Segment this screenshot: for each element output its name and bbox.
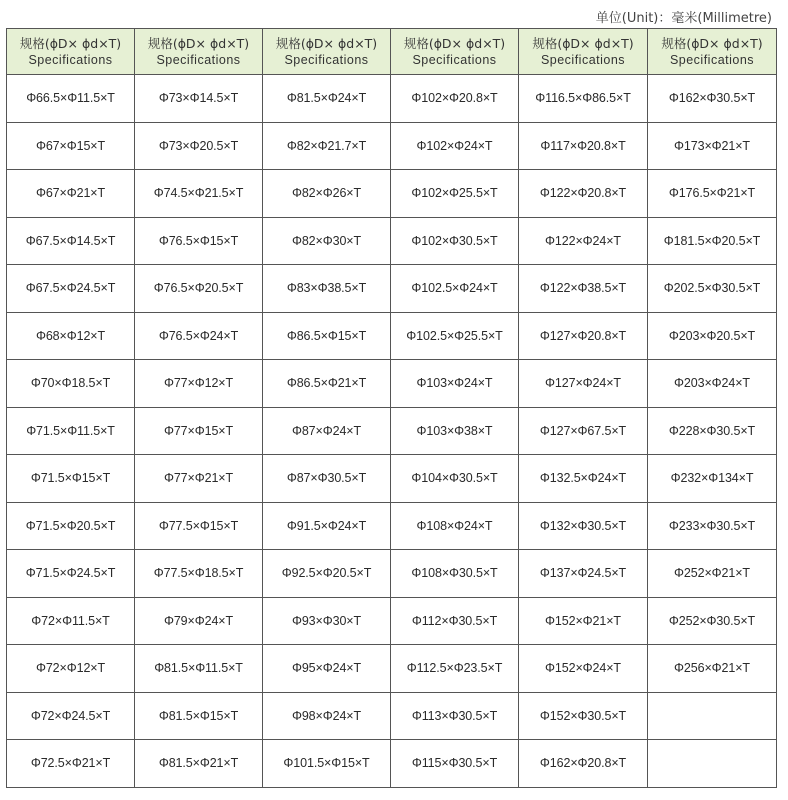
spec-cell: Φ102×Φ24×T: [391, 122, 519, 170]
spec-cell: Φ116.5×Φ86.5×T: [519, 75, 648, 123]
spec-cell: Φ117×Φ20.8×T: [519, 122, 648, 170]
column-header: [263, 29, 391, 75]
column-header: [519, 29, 648, 75]
table-row: [7, 170, 777, 218]
spec-cell: Φ113×Φ30.5×T: [391, 692, 519, 740]
spec-cell: Φ81.5×Φ11.5×T: [135, 645, 263, 693]
spec-cell: Φ101.5×Φ15×T: [263, 740, 391, 788]
spec-cell: Φ137×Φ24.5×T: [519, 550, 648, 598]
spec-cell: Φ82×Φ26×T: [263, 170, 391, 218]
spec-cell: Φ76.5×Φ15×T: [135, 217, 263, 265]
specifications-table: [6, 28, 777, 788]
spec-cell: Φ70×Φ18.5×T: [7, 360, 135, 408]
spec-cell: Φ81.5×Φ21×T: [135, 740, 263, 788]
spec-cell: Φ72×Φ12×T: [7, 645, 135, 693]
spec-cell: Φ108×Φ24×T: [391, 502, 519, 550]
spec-cell: Φ93×Φ30×T: [263, 597, 391, 645]
spec-cell: Φ95×Φ24×T: [263, 645, 391, 693]
header-row: [7, 29, 777, 75]
column-header-en: Specifications: [284, 52, 369, 67]
spec-cell: Φ228×Φ30.5×T: [648, 407, 777, 455]
spec-cell: Φ203×Φ24×T: [648, 360, 777, 408]
spec-cell: Φ176.5×Φ21×T: [648, 170, 777, 218]
spec-cell: Φ115×Φ30.5×T: [391, 740, 519, 788]
column-header: [391, 29, 519, 75]
spec-cell: Φ127×Φ24×T: [519, 360, 648, 408]
unit-label: 单位(Unit)：毫米(Millimetre): [595, 11, 772, 26]
spec-cell: Φ102×Φ30.5×T: [391, 217, 519, 265]
spec-cell: Φ71.5×Φ11.5×T: [7, 407, 135, 455]
column-header: [135, 29, 263, 75]
table-header: [7, 29, 777, 75]
table-row: [7, 692, 777, 740]
spec-cell: Φ203×Φ20.5×T: [648, 312, 777, 360]
table-row: [7, 312, 777, 360]
column-header-en: Specifications: [412, 52, 497, 67]
spec-cell: Φ122×Φ38.5×T: [519, 265, 648, 313]
spec-cell: Φ232×Φ134×T: [648, 455, 777, 503]
column-header-zh: 规格(ϕD× ϕd×T): [661, 35, 763, 51]
spec-cell: Φ132×Φ30.5×T: [519, 502, 648, 550]
column-header: [648, 29, 777, 75]
spec-cell: Φ252×Φ21×T: [648, 550, 777, 598]
spec-cell: Φ112×Φ30.5×T: [391, 597, 519, 645]
spec-cell: Φ102.5×Φ25.5×T: [391, 312, 519, 360]
table-row: [7, 502, 777, 550]
spec-cell: Φ67×Φ15×T: [7, 122, 135, 170]
spec-cell: Φ68×Φ12×T: [7, 312, 135, 360]
column-header-en: Specifications: [28, 52, 113, 67]
table-row: [7, 360, 777, 408]
spec-cell: Φ79×Φ24×T: [135, 597, 263, 645]
spec-cell: Φ103×Φ38×T: [391, 407, 519, 455]
spec-cell: Φ77.5×Φ18.5×T: [135, 550, 263, 598]
spec-cell: Φ104×Φ30.5×T: [391, 455, 519, 503]
spec-cell: Φ72.5×Φ21×T: [7, 740, 135, 788]
spec-cell: Φ66.5×Φ11.5×T: [7, 75, 135, 123]
spec-cell: Φ73×Φ14.5×T: [135, 75, 263, 123]
spec-cell: Φ71.5×Φ24.5×T: [7, 550, 135, 598]
spec-cell: Φ91.5×Φ24×T: [263, 502, 391, 550]
spec-cell: Φ162×Φ20.8×T: [519, 740, 648, 788]
spec-cell: Φ108×Φ30.5×T: [391, 550, 519, 598]
table-row: [7, 217, 777, 265]
spec-cell: Φ67.5×Φ14.5×T: [7, 217, 135, 265]
spec-cell: Φ103×Φ24×T: [391, 360, 519, 408]
spec-cell: Φ256×Φ21×T: [648, 645, 777, 693]
column-header: [7, 29, 135, 75]
table-row: [7, 407, 777, 455]
column-header-zh: 规格(ϕD× ϕd×T): [403, 35, 506, 51]
spec-cell: Φ122×Φ24×T: [519, 217, 648, 265]
spec-cell: Φ173×Φ21×T: [648, 122, 777, 170]
table-row: [7, 122, 777, 170]
spec-cell: Φ81.5×Φ15×T: [135, 692, 263, 740]
column-header-zh: 规格(ϕD× ϕd×T): [19, 35, 122, 51]
spec-cell: Φ77×Φ15×T: [135, 407, 263, 455]
column-header-zh: 规格(ϕD× ϕd×T): [147, 35, 250, 51]
spec-cell: Φ74.5×Φ21.5×T: [135, 170, 263, 218]
spec-cell: Φ76.5×Φ20.5×T: [135, 265, 263, 313]
spec-cell: Φ102×Φ25.5×T: [391, 170, 519, 218]
table-row: [7, 550, 777, 598]
spec-cell: Φ82×Φ30×T: [263, 217, 391, 265]
spec-cell: Φ132.5×Φ24×T: [519, 455, 648, 503]
spec-cell: Φ82×Φ21.7×T: [263, 122, 391, 170]
spec-cell: Φ87×Φ30.5×T: [263, 455, 391, 503]
table-row: [7, 455, 777, 503]
table-body: [7, 75, 777, 788]
spec-cell: Φ152×Φ24×T: [519, 645, 648, 693]
spec-cell: Φ233×Φ30.5×T: [648, 502, 777, 550]
spec-cell: Φ71.5×Φ15×T: [7, 455, 135, 503]
spec-cell: Φ92.5×Φ20.5×T: [263, 550, 391, 598]
column-header-en: Specifications: [540, 52, 626, 67]
spec-cell: Φ86.5×Φ15×T: [263, 312, 391, 360]
spec-cell: Φ72×Φ24.5×T: [7, 692, 135, 740]
spec-cell: Φ72×Φ11.5×T: [7, 597, 135, 645]
spec-cell: Φ152×Φ30.5×T: [519, 692, 648, 740]
column-header-en: Specifications: [669, 52, 755, 67]
spec-cell: Φ202.5×Φ30.5×T: [648, 265, 777, 313]
spec-cell: Φ127×Φ20.8×T: [519, 312, 648, 360]
spec-cell: Φ102.5×Φ24×T: [391, 265, 519, 313]
spec-cell: Φ102×Φ20.8×T: [391, 75, 519, 123]
table-row: [7, 75, 777, 123]
table-row: [7, 740, 777, 788]
spec-cell: Φ112.5×Φ23.5×T: [391, 645, 519, 693]
spec-cell: Φ77×Φ12×T: [135, 360, 263, 408]
spec-cell: Φ77×Φ21×T: [135, 455, 263, 503]
spec-cell: Φ77.5×Φ15×T: [135, 502, 263, 550]
spec-cell: [648, 740, 777, 788]
spec-cell: Φ98×Φ24×T: [263, 692, 391, 740]
table-row: [7, 265, 777, 313]
table-row: [7, 645, 777, 693]
spec-cell: Φ67×Φ21×T: [7, 170, 135, 218]
spec-cell: Φ83×Φ38.5×T: [263, 265, 391, 313]
spec-cell: Φ67.5×Φ24.5×T: [7, 265, 135, 313]
column-header-en: Specifications: [156, 52, 241, 67]
spec-cell: Φ152×Φ21×T: [519, 597, 648, 645]
table-row: [7, 597, 777, 645]
spec-cell: Φ127×Φ67.5×T: [519, 407, 648, 455]
spec-cell: Φ86.5×Φ21×T: [263, 360, 391, 408]
column-header-zh: 规格(ϕD× ϕd×T): [532, 35, 634, 51]
spec-cell: Φ87×Φ24×T: [263, 407, 391, 455]
spec-cell: [648, 692, 777, 740]
spec-cell: Φ73×Φ20.5×T: [135, 122, 263, 170]
spec-cell: Φ162×Φ30.5×T: [648, 75, 777, 123]
spec-cell: Φ122×Φ20.8×T: [519, 170, 648, 218]
spec-cell: Φ81.5×Φ24×T: [263, 75, 391, 123]
spec-cell: Φ71.5×Φ20.5×T: [7, 502, 135, 550]
spec-cell: Φ252×Φ30.5×T: [648, 597, 777, 645]
spec-cell: Φ76.5×Φ24×T: [135, 312, 263, 360]
spec-cell: Φ181.5×Φ20.5×T: [648, 217, 777, 265]
column-header-zh: 规格(ϕD× ϕd×T): [275, 35, 378, 51]
